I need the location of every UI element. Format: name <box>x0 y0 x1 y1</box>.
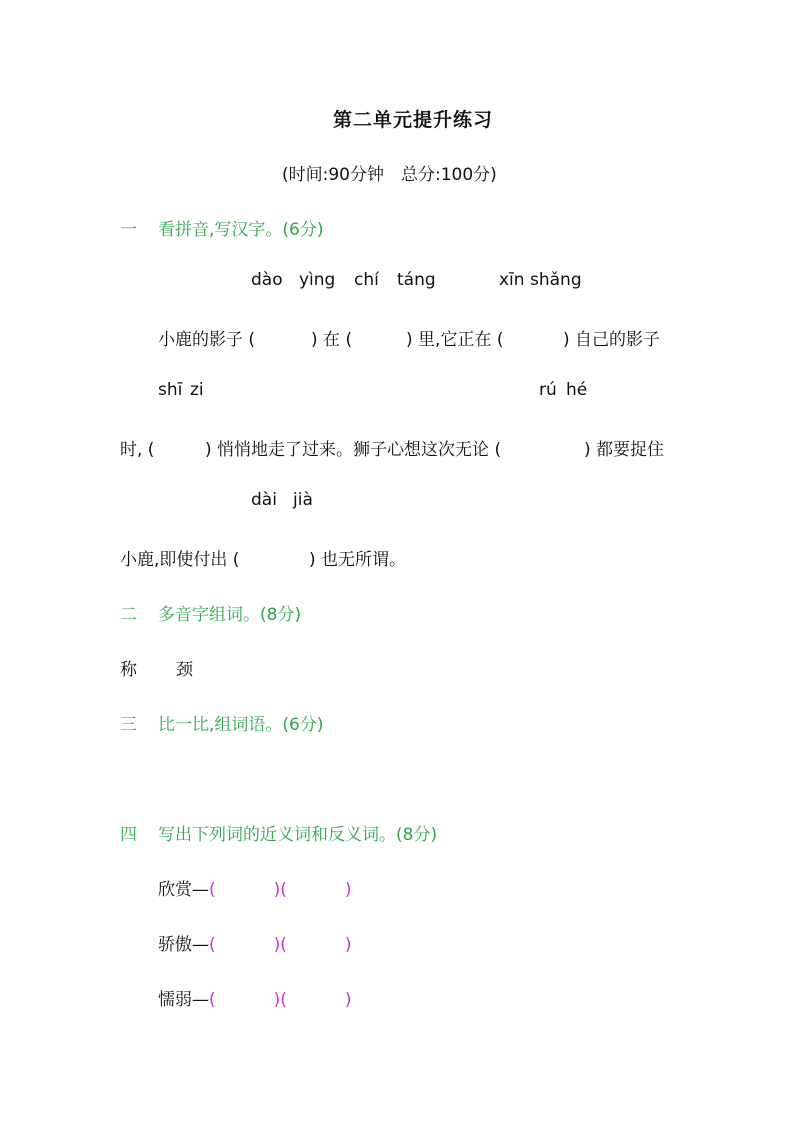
word-row-3 <box>158 985 352 1010</box>
pinyin-he: hé <box>566 380 588 400</box>
pinyin-ru: rú <box>539 380 557 400</box>
pinyin-dai: dài <box>251 490 277 510</box>
pinyin-zi: zi <box>190 380 204 400</box>
section3-heading: 比一比,组词语。(6分) <box>158 715 324 735</box>
page-title: 第二单元提升练习 <box>333 109 494 131</box>
line1-part4: ) 自己的影子 <box>563 330 661 350</box>
section1-heading: 看拼音,写汉字。(6分) <box>158 220 324 240</box>
pinyin-shi: shī <box>158 380 183 400</box>
blank-open-2: ( <box>209 935 216 955</box>
pinyin-shang: shǎng <box>530 270 582 290</box>
blank-close-1: ) <box>344 880 352 900</box>
pinyin-tang: táng <box>397 270 436 290</box>
pinyin-dao: dào <box>251 270 283 290</box>
pinyin-xin: xīn <box>499 270 525 290</box>
line3-part1: 小鹿,即使付出 ( <box>120 550 240 570</box>
blank-open-1: ( <box>209 880 216 900</box>
word-row-2 <box>158 930 352 955</box>
word-row-1 <box>158 875 352 900</box>
line1-part1: 小鹿的影子 ( <box>158 330 256 350</box>
line2-part2: ) 悄悄地走了过来。狮子心想这次无论 ( <box>205 440 502 460</box>
blank-mid-3: )( <box>273 990 287 1010</box>
section4-heading: 写出下列词的近义词和反义词。(8分) <box>158 825 438 845</box>
blank-mid-1: )( <box>273 880 287 900</box>
word-1: 欣赏 <box>158 880 192 900</box>
blank-open-3: ( <box>209 990 216 1010</box>
polyphone-char-2: 颈 <box>176 660 193 680</box>
blank-mid-2: )( <box>273 935 287 955</box>
section2-number: 二 <box>120 605 137 625</box>
line1-part2: ) 在 ( <box>311 330 353 350</box>
section4-number: 四 <box>120 825 137 845</box>
page-subtitle: (时间:90分钟 总分:100分) <box>282 165 497 185</box>
dash-1: — <box>192 880 209 900</box>
line2-part1: 时, ( <box>120 440 155 460</box>
pinyin-chi: chí <box>354 270 379 290</box>
section2-heading: 多音字组词。(8分) <box>158 605 302 625</box>
section1-number: 一 <box>120 220 137 240</box>
word-3: 懦弱 <box>158 990 192 1010</box>
polyphone-char-1: 称 <box>120 660 137 680</box>
word-2: 骄傲 <box>158 935 192 955</box>
line2-part3: ) 都要捉住 <box>584 440 665 460</box>
line1-part3: ) 里,它正在 ( <box>406 330 504 350</box>
dash-3: — <box>192 990 209 1010</box>
dash-2: — <box>192 935 209 955</box>
pinyin-jia: jià <box>293 490 313 510</box>
blank-close-2: ) <box>344 935 352 955</box>
pinyin-ying: yìng <box>299 270 336 290</box>
line3-part2: ) 也无所谓。 <box>309 550 407 570</box>
section3-number: 三 <box>120 715 137 735</box>
blank-close-3: ) <box>344 990 352 1010</box>
